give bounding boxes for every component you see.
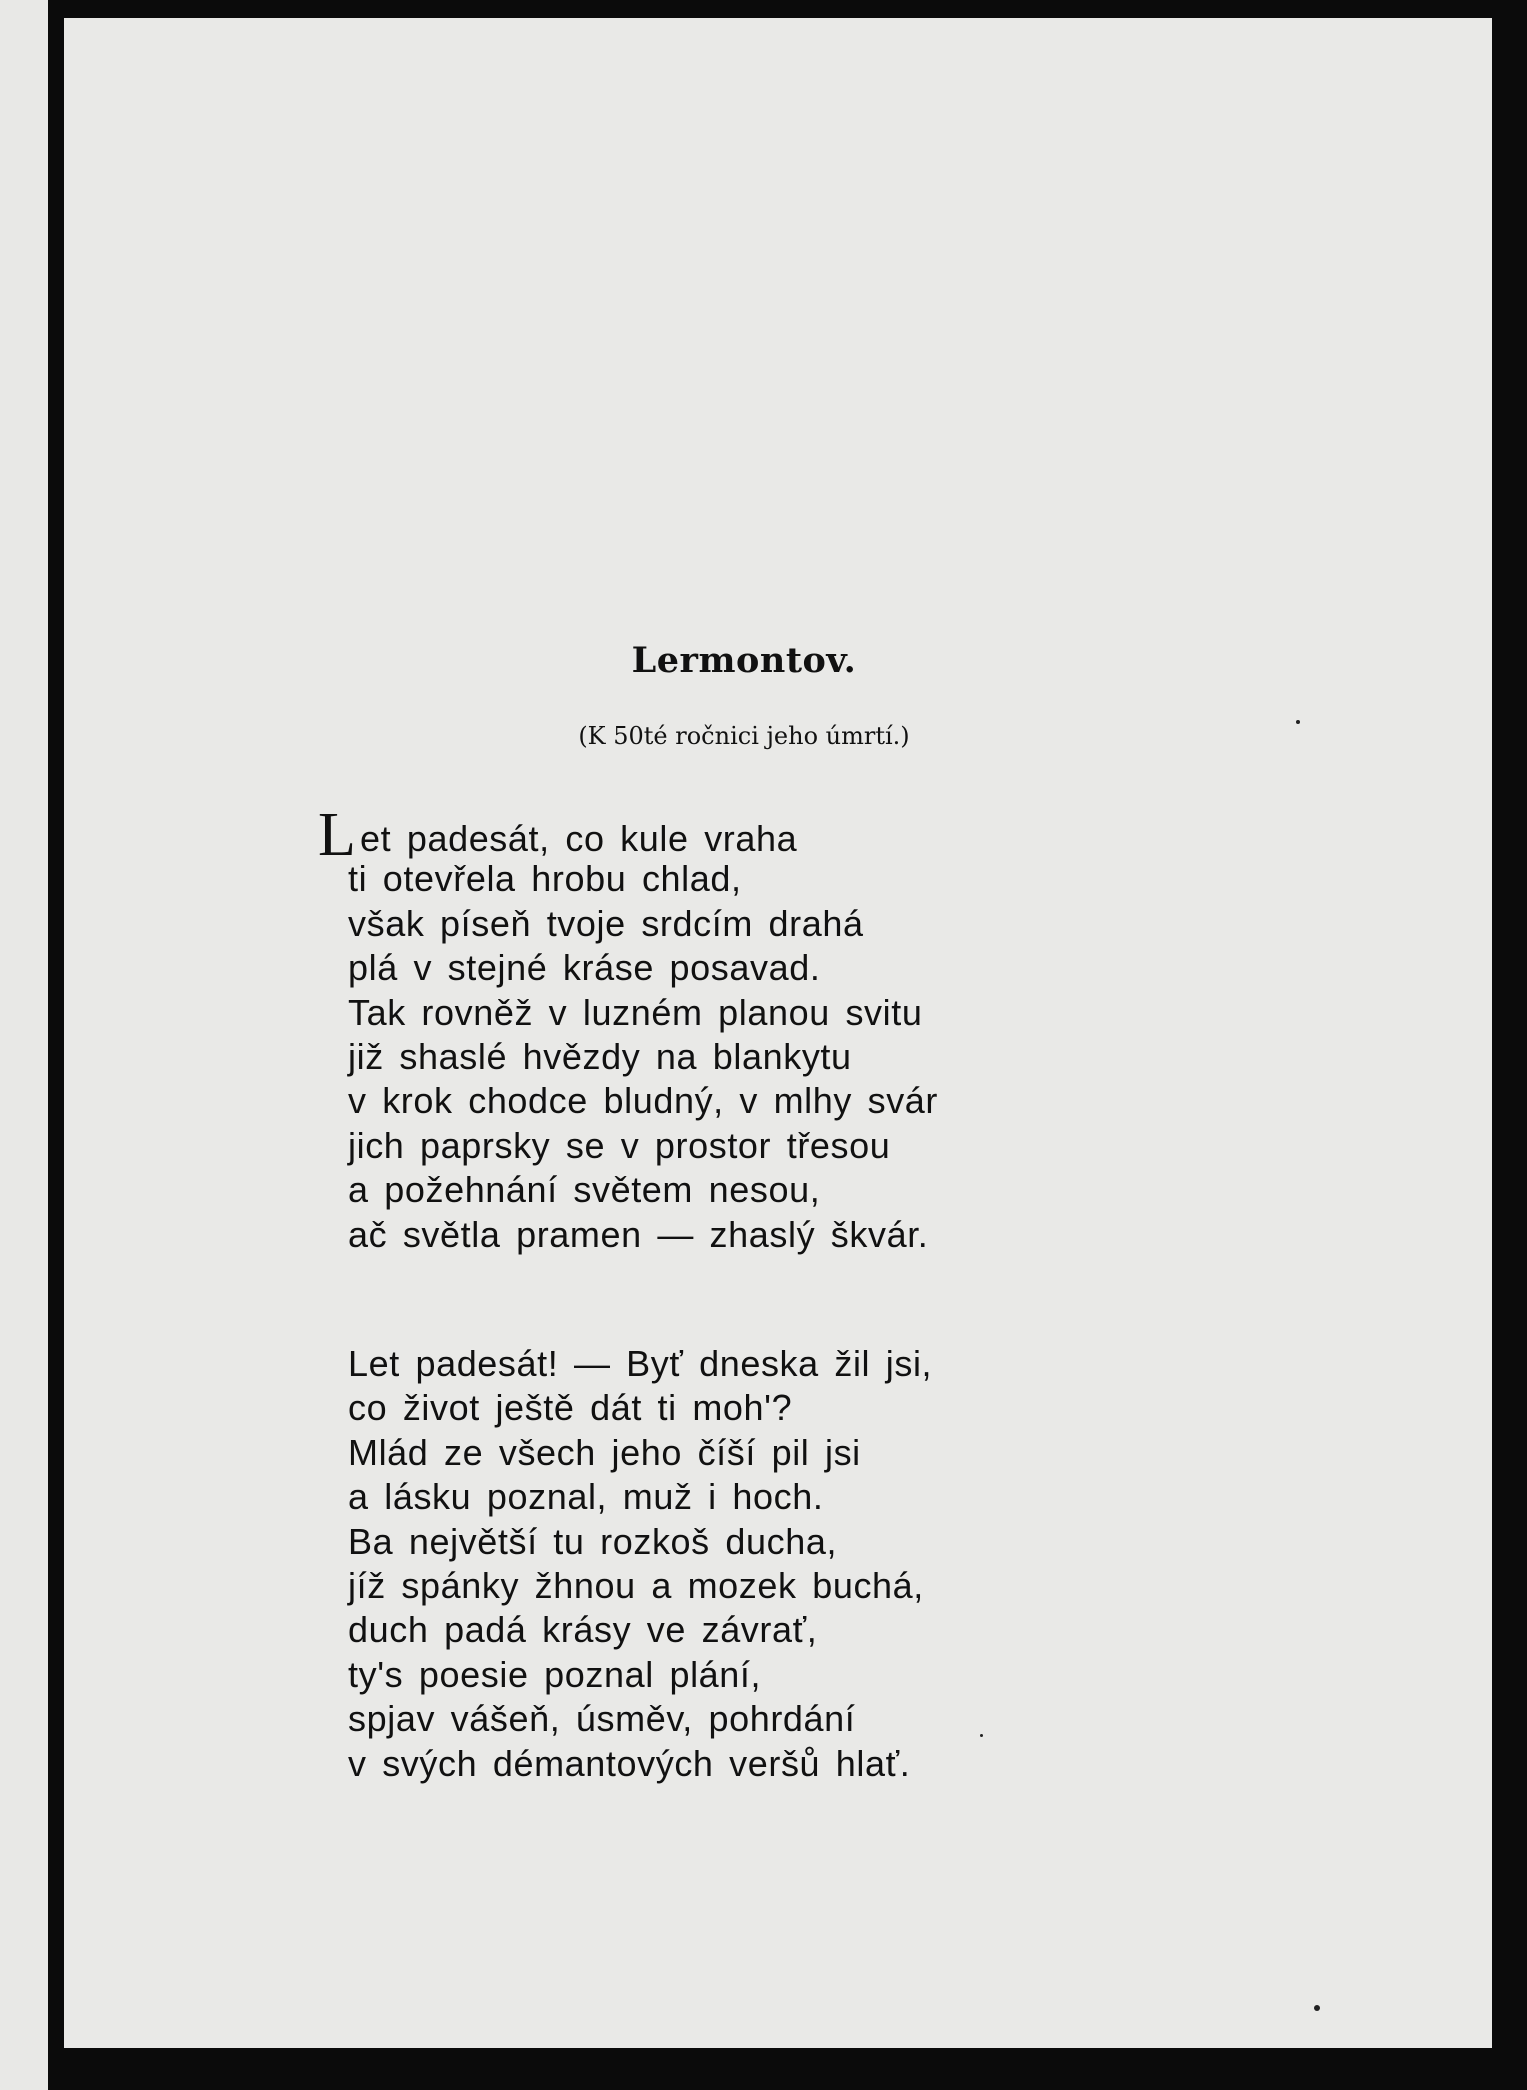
verse-line: v svých démantových veršů hlať. xyxy=(348,1742,911,1784)
poem-title: Lermontov. xyxy=(631,640,857,681)
stanza-2 xyxy=(348,1342,932,1786)
scan-speck xyxy=(1296,720,1300,724)
verse-line: a požehnání světem nesou, xyxy=(348,1169,821,1211)
verse-line: duch padá krásy ve závrať, xyxy=(348,1609,818,1651)
verse-line: ač světla pramen — zhaslý škvár. xyxy=(348,1213,929,1255)
scan-speck xyxy=(1314,2005,1320,2011)
book-page xyxy=(64,18,1492,2048)
verse-line: plá v stejné kráse posavad. xyxy=(348,947,821,989)
verse-line: jíž spánky žhnou a mozek buchá, xyxy=(348,1564,924,1606)
verse-line: v krok chodce bludný, v mlhy svár xyxy=(348,1080,939,1122)
verse-line: jich paprsky se v prostor třesou xyxy=(348,1124,891,1166)
verse-line: Let padesát, co kule vraha xyxy=(318,801,798,869)
scan-speck xyxy=(980,1734,983,1737)
verse-line: již shaslé hvězdy na blankytu xyxy=(348,1035,852,1077)
verse-line: Tak rovněž v luzném planou svitu xyxy=(348,991,923,1033)
verse-line: však píseň tvoje srdcím drahá xyxy=(348,902,864,944)
drop-cap-initial: L xyxy=(318,801,357,869)
verse-line: spjav vášeň, úsměv, pohrdání xyxy=(348,1698,856,1740)
stanza-1 xyxy=(318,801,939,1257)
verse-line: Mlád ze všech jeho číší pil jsi xyxy=(348,1431,861,1473)
verse-line: ty's poesie poznal plání, xyxy=(348,1653,762,1695)
verse-line: a lásku poznal, muž i hoch. xyxy=(348,1476,824,1518)
verse-line: ti otevřela hrobu chlad, xyxy=(348,858,742,900)
verse-line: Let padesát! — Byť dneska žil jsi, xyxy=(348,1343,933,1384)
verse-line: Ba největší tu rozkoš ducha, xyxy=(348,1520,838,1562)
poem-subtitle: (K 50té ročnici jeho úmrtí.) xyxy=(578,722,910,750)
facing-page-edge xyxy=(0,0,50,2090)
verse-line: co život ještě dát ti moh'? xyxy=(348,1387,793,1429)
